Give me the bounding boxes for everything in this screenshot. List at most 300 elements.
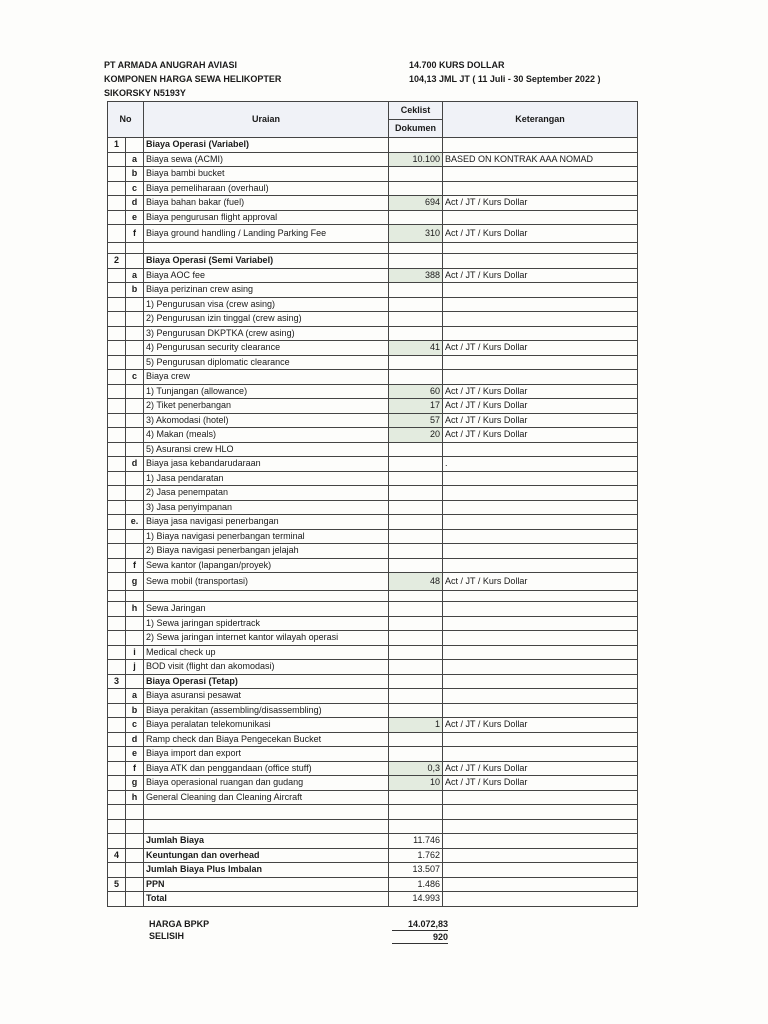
row-remark	[443, 805, 638, 820]
table-row	[108, 747, 638, 762]
company-name: PT ARMADA ANUGRAH AVIASI	[104, 60, 237, 70]
row-description: Jumlah Biaya	[144, 834, 389, 849]
row-sub-letter: b	[126, 167, 144, 182]
row-value	[389, 558, 443, 573]
row-description: 4) Pengurusan security clearance	[144, 341, 389, 356]
row-description: Total	[144, 892, 389, 907]
table-row	[108, 225, 638, 243]
row-description: Medical check up	[144, 645, 389, 660]
row-sub-letter	[126, 631, 144, 646]
table-row	[108, 210, 638, 225]
table-row	[108, 515, 638, 530]
table-row	[108, 776, 638, 791]
header-no: No	[108, 102, 144, 138]
row-description: Keuntungan dan overhead	[144, 848, 389, 863]
row-remark	[443, 500, 638, 515]
row-sub-letter: d	[126, 457, 144, 472]
row-remark: Act / JT / Kurs Dollar	[443, 573, 638, 591]
row-remark	[443, 834, 638, 849]
row-remark	[443, 326, 638, 341]
table-row	[108, 243, 638, 254]
row-description: Biaya bahan bakar (fuel)	[144, 196, 389, 211]
row-value	[389, 602, 443, 617]
row-description: Biaya peralatan telekomunikasi	[144, 718, 389, 733]
row-sub-letter	[126, 384, 144, 399]
row-sub-letter	[126, 877, 144, 892]
row-sub-letter	[126, 471, 144, 486]
row-number	[108, 515, 126, 530]
row-value: 41	[389, 341, 443, 356]
table-row	[108, 558, 638, 573]
row-remark	[443, 689, 638, 704]
row-remark	[443, 254, 638, 269]
row-remark	[443, 181, 638, 196]
row-value	[389, 689, 443, 704]
row-value	[389, 355, 443, 370]
row-description: Biaya Operasi (Variabel)	[144, 138, 389, 153]
row-sub-letter	[126, 500, 144, 515]
table-row	[108, 591, 638, 602]
row-number	[108, 457, 126, 472]
kurs-value: 14.700	[409, 60, 437, 70]
row-remark	[443, 892, 638, 907]
row-number	[108, 703, 126, 718]
row-number: 3	[108, 674, 126, 689]
row-remark	[443, 863, 638, 878]
row-number	[108, 471, 126, 486]
row-sub-letter	[126, 428, 144, 443]
row-value	[389, 486, 443, 501]
row-remark	[443, 591, 638, 602]
row-description: Biaya jasa kebandarudaraan	[144, 457, 389, 472]
row-number	[108, 602, 126, 617]
row-sub-letter: f	[126, 761, 144, 776]
row-value: 10	[389, 776, 443, 791]
row-sub-letter: h	[126, 602, 144, 617]
row-description: 1) Sewa jaringan spidertrack	[144, 616, 389, 631]
row-remark	[443, 355, 638, 370]
row-number: 5	[108, 877, 126, 892]
row-value	[389, 819, 443, 834]
row-sub-letter	[126, 355, 144, 370]
jt-label: JML JT ( 11 Juli - 30 September 2022 )	[439, 74, 601, 84]
row-description: Biaya bambi bucket	[144, 167, 389, 182]
row-remark	[443, 703, 638, 718]
row-sub-letter	[126, 805, 144, 820]
row-sub-letter: d	[126, 196, 144, 211]
row-description: Biaya crew	[144, 370, 389, 385]
row-sub-letter: e.	[126, 515, 144, 530]
kurs-row	[409, 58, 600, 72]
row-number	[108, 243, 126, 254]
row-number	[108, 573, 126, 591]
row-number	[108, 181, 126, 196]
row-description: 4) Makan (meals)	[144, 428, 389, 443]
row-number	[108, 892, 126, 907]
row-sub-letter	[126, 892, 144, 907]
row-value: 11.746	[389, 834, 443, 849]
table-row	[108, 834, 638, 849]
row-sub-letter	[126, 863, 144, 878]
table-row	[108, 297, 638, 312]
row-description: Ramp check dan Biaya Pengecekan Bucket	[144, 732, 389, 747]
row-number	[108, 297, 126, 312]
row-sub-letter	[126, 399, 144, 414]
row-remark: Act / JT / Kurs Dollar	[443, 268, 638, 283]
row-number	[108, 341, 126, 356]
table-row	[108, 413, 638, 428]
row-sub-letter	[126, 834, 144, 849]
row-value	[389, 805, 443, 820]
row-sub-letter: a	[126, 152, 144, 167]
row-value: 20	[389, 428, 443, 443]
row-sub-letter: b	[126, 703, 144, 718]
table-row	[108, 805, 638, 820]
table-row	[108, 877, 638, 892]
row-number	[108, 312, 126, 327]
row-remark	[443, 297, 638, 312]
row-description: Biaya Operasi (Tetap)	[144, 674, 389, 689]
table-row	[108, 167, 638, 182]
row-sub-letter	[126, 138, 144, 153]
row-description: 5) Pengurusan diplomatic clearance	[144, 355, 389, 370]
row-remark: Act / JT / Kurs Dollar	[443, 718, 638, 733]
row-value	[389, 790, 443, 805]
row-remark	[443, 674, 638, 689]
row-description: Sewa mobil (transportasi)	[144, 573, 389, 591]
row-value	[389, 660, 443, 675]
row-description	[144, 805, 389, 820]
row-sub-letter: c	[126, 370, 144, 385]
row-value: 10.100	[389, 152, 443, 167]
table-row	[108, 442, 638, 457]
row-value	[389, 210, 443, 225]
row-number	[108, 790, 126, 805]
row-value	[389, 297, 443, 312]
row-number	[108, 747, 126, 762]
table-row	[108, 181, 638, 196]
row-description: Biaya jasa navigasi penerbangan	[144, 515, 389, 530]
row-number	[108, 544, 126, 559]
row-remark: Act / JT / Kurs Dollar	[443, 399, 638, 414]
row-number	[108, 355, 126, 370]
row-number	[108, 442, 126, 457]
row-remark: BASED ON KONTRAK AAA NOMAD	[443, 152, 638, 167]
row-remark	[443, 471, 638, 486]
row-number	[108, 486, 126, 501]
row-sub-letter: b	[126, 283, 144, 298]
row-remark	[443, 243, 638, 254]
row-number	[108, 326, 126, 341]
row-sub-letter: j	[126, 660, 144, 675]
row-remark	[443, 819, 638, 834]
row-description: 2) Pengurusan izin tinggal (crew asing)	[144, 312, 389, 327]
row-description: Biaya perizinan crew asing	[144, 283, 389, 298]
table-row	[108, 283, 638, 298]
row-remark	[443, 529, 638, 544]
row-remark: .	[443, 457, 638, 472]
row-remark	[443, 660, 638, 675]
table-row	[108, 602, 638, 617]
row-description: Biaya AOC fee	[144, 268, 389, 283]
row-sub-letter	[126, 413, 144, 428]
table-row	[108, 631, 638, 646]
table-row	[108, 138, 638, 153]
row-value	[389, 243, 443, 254]
row-value	[389, 616, 443, 631]
kurs-label: KURS DOLLAR	[439, 60, 505, 70]
row-number	[108, 500, 126, 515]
table-row	[108, 355, 638, 370]
table-row	[108, 196, 638, 211]
row-sub-letter	[126, 243, 144, 254]
table-row	[108, 370, 638, 385]
row-description: 2) Tiket penerbangan	[144, 399, 389, 414]
row-remark	[443, 442, 638, 457]
row-number	[108, 591, 126, 602]
row-number	[108, 631, 126, 646]
row-number	[108, 718, 126, 733]
row-value: 17	[389, 399, 443, 414]
row-description: PPN	[144, 877, 389, 892]
row-value: 13.507	[389, 863, 443, 878]
row-sub-letter	[126, 848, 144, 863]
row-description: 5) Asuransi crew HLO	[144, 442, 389, 457]
row-number	[108, 761, 126, 776]
row-remark: Act / JT / Kurs Dollar	[443, 225, 638, 243]
row-value	[389, 515, 443, 530]
row-description: Sewa kantor (lapangan/proyek)	[144, 558, 389, 573]
cost-table-body	[108, 138, 638, 907]
table-row	[108, 500, 638, 515]
table-row	[108, 732, 638, 747]
row-sub-letter	[126, 529, 144, 544]
row-description: 2) Sewa jaringan internet kantor wilayah operasi	[144, 631, 389, 646]
row-description: Biaya import dan export	[144, 747, 389, 762]
row-remark	[443, 616, 638, 631]
row-description: Biaya asuransi pesawat	[144, 689, 389, 704]
harga-bpkp-label: HARGA BPKP	[149, 919, 210, 929]
row-value	[389, 442, 443, 457]
row-sub-letter: d	[126, 732, 144, 747]
table-row	[108, 790, 638, 805]
row-value: 57	[389, 413, 443, 428]
row-remark: Act / JT / Kurs Dollar	[443, 776, 638, 791]
row-number	[108, 152, 126, 167]
table-row	[108, 616, 638, 631]
row-number	[108, 428, 126, 443]
row-description: 1) Jasa pendaratan	[144, 471, 389, 486]
row-remark	[443, 515, 638, 530]
harga-bpkp-value: 14.072,83	[392, 918, 448, 931]
row-description: Jumlah Biaya Plus Imbalan	[144, 863, 389, 878]
table-row	[108, 312, 638, 327]
row-sub-letter	[126, 341, 144, 356]
table-row	[108, 848, 638, 863]
rate-header	[409, 58, 600, 86]
row-description	[144, 591, 389, 602]
row-sub-letter	[126, 674, 144, 689]
row-number	[108, 283, 126, 298]
table-row	[108, 892, 638, 907]
row-remark	[443, 486, 638, 501]
row-description: 1) Biaya navigasi penerbangan terminal	[144, 529, 389, 544]
row-description: Biaya perakitan (assembling/disassembling)	[144, 703, 389, 718]
selisih-label: SELISIH	[149, 931, 185, 941]
table-row	[108, 254, 638, 269]
row-number: 2	[108, 254, 126, 269]
footer-values	[392, 918, 448, 944]
row-number	[108, 167, 126, 182]
row-number	[108, 370, 126, 385]
row-sub-letter: i	[126, 645, 144, 660]
table-row	[108, 689, 638, 704]
row-value: 1	[389, 718, 443, 733]
table-row	[108, 399, 638, 414]
row-value	[389, 254, 443, 269]
company-header	[104, 58, 281, 100]
selisih-value: 920	[392, 931, 448, 944]
row-number	[108, 863, 126, 878]
table-row	[108, 863, 638, 878]
row-sub-letter	[126, 297, 144, 312]
header-dokumen: Dokumen	[389, 120, 443, 138]
footer-labels	[149, 918, 209, 942]
row-value	[389, 544, 443, 559]
table-row	[108, 268, 638, 283]
row-number	[108, 413, 126, 428]
table-row	[108, 819, 638, 834]
row-description: 1) Pengurusan visa (crew asing)	[144, 297, 389, 312]
table-row	[108, 457, 638, 472]
row-value	[389, 167, 443, 182]
aircraft-name: SIKORSKY N5193Y	[104, 88, 186, 98]
row-description: 3) Pengurusan DKPTKA (crew asing)	[144, 326, 389, 341]
row-sub-letter	[126, 312, 144, 327]
table-row	[108, 428, 638, 443]
row-sub-letter: a	[126, 268, 144, 283]
row-number	[108, 225, 126, 243]
table-row	[108, 486, 638, 501]
row-sub-letter: a	[126, 689, 144, 704]
row-value: 1.486	[389, 877, 443, 892]
row-remark	[443, 558, 638, 573]
row-description: Biaya pengurusan flight approval	[144, 210, 389, 225]
row-description	[144, 243, 389, 254]
row-sub-letter: f	[126, 558, 144, 573]
row-sub-letter	[126, 819, 144, 834]
header-uraian: Uraian	[144, 102, 389, 138]
table-row	[108, 326, 638, 341]
row-remark	[443, 283, 638, 298]
row-description: Biaya ATK dan penggandaan (office stuff)	[144, 761, 389, 776]
row-number	[108, 645, 126, 660]
cost-table	[107, 101, 638, 907]
row-value	[389, 457, 443, 472]
header-ceklist: Ceklist	[389, 102, 443, 120]
row-number	[108, 660, 126, 675]
row-description: General Cleaning dan Cleaning Aircraft	[144, 790, 389, 805]
row-sub-letter: c	[126, 181, 144, 196]
row-remark: Act / JT / Kurs Dollar	[443, 384, 638, 399]
row-number	[108, 616, 126, 631]
row-description: Biaya operasional ruangan dan gudang	[144, 776, 389, 791]
row-remark	[443, 544, 638, 559]
row-value: 14.993	[389, 892, 443, 907]
table-row	[108, 529, 638, 544]
row-number	[108, 805, 126, 820]
row-remark	[443, 602, 638, 617]
row-sub-letter: g	[126, 573, 144, 591]
row-value: 60	[389, 384, 443, 399]
row-sub-letter: f	[126, 225, 144, 243]
row-number	[108, 210, 126, 225]
row-remark	[443, 790, 638, 805]
row-sub-letter	[126, 326, 144, 341]
row-sub-letter	[126, 486, 144, 501]
row-value	[389, 181, 443, 196]
row-value	[389, 312, 443, 327]
row-value	[389, 326, 443, 341]
row-sub-letter	[126, 254, 144, 269]
row-remark	[443, 732, 638, 747]
row-description: 3) Jasa penyimpanan	[144, 500, 389, 515]
row-remark: Act / JT / Kurs Dollar	[443, 196, 638, 211]
table-row	[108, 573, 638, 591]
row-remark	[443, 631, 638, 646]
jt-row	[409, 72, 600, 86]
row-number	[108, 529, 126, 544]
row-description: 3) Akomodasi (hotel)	[144, 413, 389, 428]
row-sub-letter	[126, 616, 144, 631]
row-number: 1	[108, 138, 126, 153]
row-remark	[443, 747, 638, 762]
row-sub-letter: g	[126, 776, 144, 791]
row-number	[108, 834, 126, 849]
row-remark	[443, 167, 638, 182]
row-value	[389, 703, 443, 718]
row-remark	[443, 138, 638, 153]
header-keterangan: Keterangan	[443, 102, 638, 138]
row-value	[389, 138, 443, 153]
table-row	[108, 645, 638, 660]
row-value	[389, 591, 443, 602]
row-value	[389, 529, 443, 544]
row-number	[108, 384, 126, 399]
row-remark: Act / JT / Kurs Dollar	[443, 413, 638, 428]
row-description: Biaya ground handling / Landing Parking Fee	[144, 225, 389, 243]
table-row	[108, 674, 638, 689]
row-value: 0,3	[389, 761, 443, 776]
row-remark	[443, 877, 638, 892]
row-value	[389, 471, 443, 486]
row-value: 388	[389, 268, 443, 283]
row-sub-letter	[126, 544, 144, 559]
table-row	[108, 471, 638, 486]
row-number	[108, 689, 126, 704]
row-description: Sewa Jaringan	[144, 602, 389, 617]
row-sub-letter	[126, 442, 144, 457]
row-number	[108, 819, 126, 834]
row-sub-letter: c	[126, 718, 144, 733]
jt-value: 104,13	[409, 74, 437, 84]
table-row	[108, 341, 638, 356]
row-remark: Act / JT / Kurs Dollar	[443, 341, 638, 356]
row-number	[108, 558, 126, 573]
row-remark: Act / JT / Kurs Dollar	[443, 761, 638, 776]
row-value: 1.762	[389, 848, 443, 863]
row-number	[108, 776, 126, 791]
